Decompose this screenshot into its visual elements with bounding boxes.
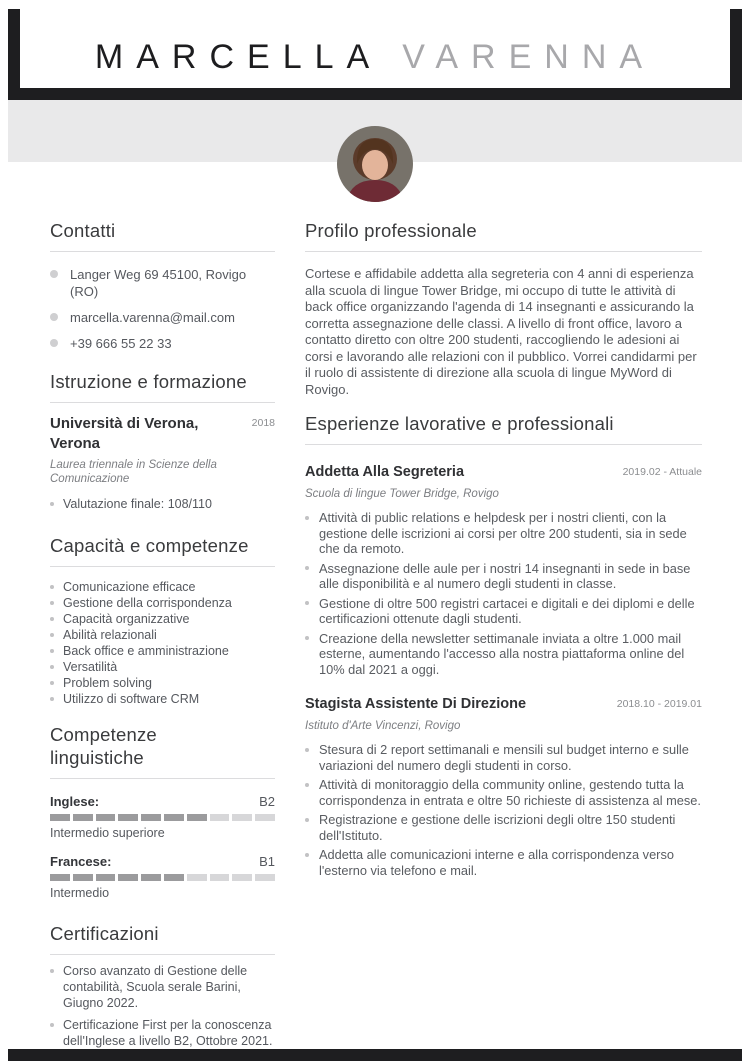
job-bullet-text: Attività di public relations e helpdesk per i nostri clienti, con la gestione delle iscrizioni ai corsi per oltre 200 studenti, sia in sede che da remoto. [319,510,687,556]
language-level-label: Intermedio superiore [50,826,165,840]
job-title: Stagista Assistente Di Direzione [305,696,527,712]
bullet-icon [50,1023,54,1027]
certification-list [50,963,275,1049]
language-level-segment [96,814,116,821]
skill-text: Gestione della corrispondenza [63,596,232,610]
job-bullet-text: Creazione della newsletter settimanale inviata a oltre 1.000 mail esterne, aumentando l'accesso alla nostra piattaforma online del 10% dal 2021 a oggi. [319,630,685,677]
languages-heading [50,723,275,779]
bullet-icon [50,969,54,973]
education-school: Università di Verona, Verona [50,415,199,452]
job-header [305,695,702,714]
contact-address-text: Langer Weg 69 45100, Rovigo (RO) [70,267,247,299]
phone-icon [50,339,58,347]
candidate-first-name: MARCELLA [94,38,383,76]
bullet-icon [305,516,309,520]
contact-list [50,266,275,352]
skill-item [50,611,275,627]
language-level-segment [187,814,207,821]
job-dates: 2019.02 - Attuale [622,466,702,478]
language-name: Francese: [50,854,112,869]
language-level-segment [50,874,70,881]
language-level-label: Intermedio [50,886,110,900]
bullet-icon [305,748,309,752]
profile-summary: Cortese e affidabile addetta alla segreteria con 4 anni di esperienza alla scuola di lingue Tower Bridge, mi occupo di tutte le attività di back office organizzando l'agenda di 14 insegnanti e assicurando la corretta assegnazione delle classi. A livello di front office, lavoro a contatto diretto con oltre 200 studenti, raccogliendo le adesioni ai corsi e lavorando alle relazioni con il pubblico. Vorrei candidarmi per il ruolo di assistente di direzione alla scuola di lingue MyWord di Rovigo. [305,266,697,397]
language-level-segment [73,874,93,881]
job-bullet-text: Registrazione e gestione delle iscrizioni degli oltre 150 studenti dell'Istituto. [319,812,676,843]
certification-item [50,1017,275,1049]
languages-heading-text: Competenze linguistiche [50,724,157,768]
skill-item [50,643,275,659]
language-level-bar [50,814,275,821]
bullet-icon [50,697,54,701]
bullet-icon [305,853,309,857]
job-bullet [305,742,702,773]
skill-item [50,691,275,707]
skill-text: Versatilità [63,660,118,674]
job-bullet-text: Stesura di 2 report settimanali e mensili sul budget interno e sulle variazioni del numero degli studenti in corso. [319,742,689,773]
language-level-segment [141,814,161,821]
job-bullet-list [305,510,702,677]
section-experience [305,412,702,878]
job-bullet [305,596,702,627]
language-level-segment [164,814,184,821]
language-level-segment [187,874,207,881]
skill-text: Problem solving [63,676,152,690]
contact-email-text: marcella.varenna@mail.com [70,310,235,325]
language-label-row [50,853,275,870]
job-title: Addetta Alla Segreteria [305,464,465,480]
job-bullet [305,812,702,843]
profile-heading: Profilo professionale [305,219,702,252]
job-company: Istituto d'Arte Vincenzi, Rovigo [305,720,461,732]
education-bullet [50,496,275,512]
right-column [305,219,702,882]
education-bullet-text: Valutazione finale: 108/110 [63,497,212,511]
education-entry-header [50,414,275,453]
job-bullet [305,777,702,808]
bullet-icon [50,649,54,653]
skill-text: Comunicazione efficace [63,580,196,594]
language-label-row [50,793,275,810]
language-level-segment [141,874,161,881]
language-name: Inglese: [50,794,100,809]
language-level-segment [164,874,184,881]
language-level-segment [255,814,275,821]
profile-photo-illustration [337,126,413,202]
language-level-segment [118,814,138,821]
language-level-segment [255,874,275,881]
candidate-last-name: VARENNA [402,38,656,76]
language-level-segment [210,814,230,821]
bullet-icon [305,636,309,640]
job-bullet-text: Assegnazione delle aule per i nostri 14 insegnanti in sede in base alle disponibilità e al numero degli studenti in classe. [319,560,691,591]
contacts-heading: Contatti [50,219,275,252]
skills-heading: Capacità e competenze [50,534,275,567]
language-level-segment [50,814,70,821]
certification-item [50,963,275,1011]
skill-item [50,579,275,595]
language-item-english [50,793,275,840]
education-bullet-list [50,496,275,512]
job-bullet-text: Gestione di oltre 500 registri cartacei e digitali e dei diplomi e delle certificazioni ottenute dagli studenti. [319,595,695,626]
contact-item-phone [50,335,275,352]
bullet-icon [50,681,54,685]
education-heading: Istruzione e formazione [50,370,275,403]
contact-phone-text: +39 666 55 22 33 [70,336,172,351]
education-year: 2018 [251,417,275,429]
job-header [305,463,702,482]
language-level-segment [232,814,252,821]
candidate-name [0,38,750,77]
skill-item [50,595,275,611]
job-entry-intern [305,695,702,878]
section-skills [50,534,275,707]
bullet-icon [50,502,54,506]
certification-text: Corso avanzato di Gestione delle contabilità, Scuola serale Barini, Giugno 2022. [63,964,248,1010]
skill-item [50,627,275,643]
skill-item [50,659,275,675]
education-entry [50,414,275,512]
contact-item-address [50,266,275,300]
skill-list [50,579,275,707]
language-item-french [50,853,275,900]
bullet-icon [50,665,54,669]
job-company: Scuola di lingue Tower Bridge, Rovigo [305,488,499,500]
language-level-code: B2 [259,794,275,809]
email-icon [50,313,58,321]
language-list [50,793,275,900]
bullet-icon [50,585,54,589]
section-languages [50,723,275,900]
section-education [50,370,275,512]
footer-bar [8,1049,742,1061]
profile-photo [337,126,413,202]
job-bullet-text: Addetta alle comunicazioni interne e alla corrispondenza verso l'esterno via telefono e mail. [319,847,674,878]
contact-item-email [50,309,275,326]
language-level-bar [50,874,275,881]
section-certifications [50,922,275,1049]
bullet-icon [50,633,54,637]
language-level-segment [73,814,93,821]
language-level-code: B1 [259,854,275,869]
job-dates: 2018.10 - 2019.01 [616,698,702,710]
job-bullet [305,631,702,678]
skill-text: Abilità relazionali [63,628,157,642]
job-bullet [305,561,702,592]
job-bullet [305,510,702,557]
bullet-icon [305,783,309,787]
job-bullet [305,847,702,878]
education-degree: Laurea triennale in Scienze della Comunicazione [50,459,217,485]
bullet-icon [305,818,309,822]
job-entry-secretary [305,463,702,677]
certification-text: Certificazione First per la conoscenza dell'Inglese a livello B2, Ottobre 2021. [63,1018,273,1048]
skill-item [50,675,275,691]
language-level-segment [118,874,138,881]
certifications-heading: Certificazioni [50,922,275,955]
experience-heading: Esperienze lavorative e professionali [305,412,702,445]
skill-text: Capacità organizzative [63,612,190,626]
section-contacts [50,219,275,352]
section-profile [305,219,702,398]
job-bullet-text: Attività di monitoraggio della community online, gestendo tutta la corrispondenza in entrata e oltre 50 richieste di assistenza al mese. [319,777,701,808]
skill-text: Back office e amministrazione [63,644,229,658]
job-bullet-list [305,742,702,878]
bullet-icon [305,566,309,570]
left-column [50,219,275,1055]
language-level-segment [96,874,116,881]
bullet-icon [305,601,309,605]
location-icon [50,270,58,278]
language-level-segment [210,874,230,881]
bullet-icon [50,601,54,605]
skill-text: Utilizzo di software CRM [63,692,200,706]
bullet-icon [50,617,54,621]
language-level-segment [232,874,252,881]
